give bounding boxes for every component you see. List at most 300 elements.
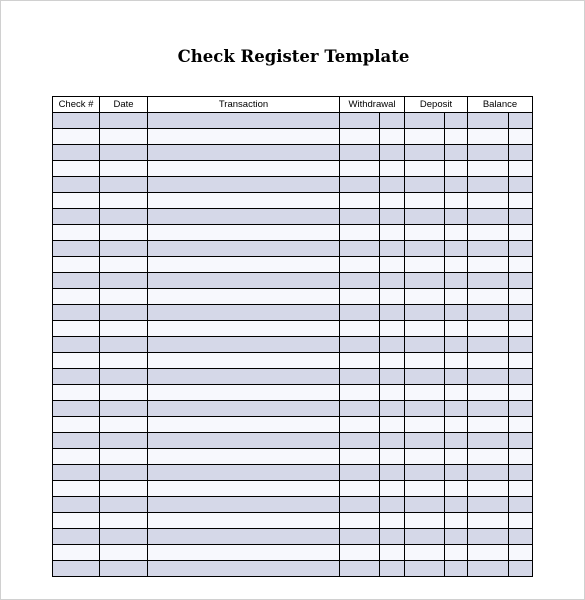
cell-transaction[interactable]: [148, 545, 340, 561]
cell-withdrawal-cents[interactable]: [380, 353, 405, 369]
cell-check-number[interactable]: [53, 433, 100, 449]
cell-date[interactable]: [100, 241, 148, 257]
cell-balance-dollars[interactable]: [468, 497, 509, 513]
register-row: [53, 561, 533, 577]
cell-balance-cents[interactable]: [509, 257, 533, 273]
cell-date[interactable]: [100, 145, 148, 161]
cell-date[interactable]: [100, 305, 148, 321]
cell-balance-dollars[interactable]: [468, 353, 509, 369]
cell-balance-cents[interactable]: [509, 305, 533, 321]
cell-deposit-dollars[interactable]: [405, 113, 445, 129]
cell-transaction[interactable]: [148, 113, 340, 129]
cell-withdrawal-cents[interactable]: [380, 337, 405, 353]
cell-deposit-cents[interactable]: [445, 225, 468, 241]
cell-deposit-cents[interactable]: [445, 465, 468, 481]
cell-deposit-dollars[interactable]: [405, 529, 445, 545]
cell-balance-cents[interactable]: [509, 145, 533, 161]
cell-withdrawal-dollars[interactable]: [340, 225, 380, 241]
cell-transaction[interactable]: [148, 369, 340, 385]
cell-balance-cents[interactable]: [509, 321, 533, 337]
register-row: [53, 289, 533, 305]
cell-deposit-cents[interactable]: [445, 273, 468, 289]
register-row: [53, 385, 533, 401]
cell-withdrawal-dollars[interactable]: [340, 529, 380, 545]
cell-deposit-dollars[interactable]: [405, 465, 445, 481]
cell-transaction[interactable]: [148, 513, 340, 529]
cell-withdrawal-dollars[interactable]: [340, 273, 380, 289]
cell-check-number[interactable]: [53, 225, 100, 241]
cell-withdrawal-dollars[interactable]: [340, 417, 380, 433]
register-row: [53, 545, 533, 561]
cell-balance-dollars[interactable]: [468, 225, 509, 241]
cell-withdrawal-cents[interactable]: [380, 113, 405, 129]
register-row: [53, 401, 533, 417]
cell-balance-dollars[interactable]: [468, 209, 509, 225]
cell-withdrawal-dollars[interactable]: [340, 321, 380, 337]
cell-date[interactable]: [100, 129, 148, 145]
register-row: [53, 257, 533, 273]
cell-withdrawal-cents[interactable]: [380, 529, 405, 545]
cell-balance-cents[interactable]: [509, 545, 533, 561]
cell-deposit-cents[interactable]: [445, 241, 468, 257]
cell-withdrawal-dollars[interactable]: [340, 465, 380, 481]
cell-withdrawal-dollars[interactable]: [340, 289, 380, 305]
header-balance: Balance: [468, 97, 533, 113]
cell-deposit-cents[interactable]: [445, 305, 468, 321]
cell-withdrawal-cents[interactable]: [380, 273, 405, 289]
cell-deposit-cents[interactable]: [445, 193, 468, 209]
cell-deposit-cents[interactable]: [445, 353, 468, 369]
cell-withdrawal-cents[interactable]: [380, 257, 405, 273]
cell-balance-cents[interactable]: [509, 289, 533, 305]
cell-date[interactable]: [100, 209, 148, 225]
cell-withdrawal-dollars[interactable]: [340, 129, 380, 145]
cell-check-number[interactable]: [53, 161, 100, 177]
document-title: Check Register Template: [177, 47, 410, 66]
cell-transaction[interactable]: [148, 257, 340, 273]
cell-withdrawal-cents[interactable]: [380, 241, 405, 257]
cell-deposit-cents[interactable]: [445, 177, 468, 193]
cell-deposit-dollars[interactable]: [405, 305, 445, 321]
cell-balance-dollars[interactable]: [468, 129, 509, 145]
cell-deposit-cents[interactable]: [445, 257, 468, 273]
cell-date[interactable]: [100, 481, 148, 497]
cell-check-number[interactable]: [53, 417, 100, 433]
cell-balance-cents[interactable]: [509, 465, 533, 481]
header-transaction: Transaction: [148, 97, 340, 113]
cell-date[interactable]: [100, 529, 148, 545]
register-row: [53, 529, 533, 545]
cell-balance-dollars[interactable]: [468, 241, 509, 257]
register-row: [53, 449, 533, 465]
cell-balance-dollars[interactable]: [468, 305, 509, 321]
cell-balance-cents[interactable]: [509, 401, 533, 417]
cell-withdrawal-dollars[interactable]: [340, 481, 380, 497]
register-row: [53, 241, 533, 257]
cell-date[interactable]: [100, 561, 148, 577]
cell-withdrawal-dollars[interactable]: [340, 193, 380, 209]
cell-balance-cents[interactable]: [509, 225, 533, 241]
cell-deposit-dollars[interactable]: [405, 385, 445, 401]
cell-balance-cents[interactable]: [509, 529, 533, 545]
cell-deposit-dollars[interactable]: [405, 145, 445, 161]
register-row: [53, 161, 533, 177]
cell-deposit-cents[interactable]: [445, 161, 468, 177]
cell-check-number[interactable]: [53, 305, 100, 321]
cell-balance-cents[interactable]: [509, 385, 533, 401]
cell-balance-dollars[interactable]: [468, 449, 509, 465]
cell-deposit-dollars[interactable]: [405, 193, 445, 209]
cell-balance-dollars[interactable]: [468, 161, 509, 177]
cell-balance-cents[interactable]: [509, 193, 533, 209]
cell-withdrawal-cents[interactable]: [380, 545, 405, 561]
cell-withdrawal-cents[interactable]: [380, 177, 405, 193]
cell-balance-dollars[interactable]: [468, 337, 509, 353]
cell-check-number[interactable]: [53, 545, 100, 561]
cell-balance-dollars[interactable]: [468, 177, 509, 193]
cell-transaction[interactable]: [148, 561, 340, 577]
cell-withdrawal-cents[interactable]: [380, 561, 405, 577]
cell-deposit-dollars[interactable]: [405, 209, 445, 225]
header-check-number: Check #: [53, 97, 100, 113]
cell-deposit-cents[interactable]: [445, 513, 468, 529]
register-row: [53, 433, 533, 449]
cell-deposit-cents[interactable]: [445, 385, 468, 401]
cell-deposit-dollars[interactable]: [405, 257, 445, 273]
register-row: [53, 465, 533, 481]
register-row: [53, 513, 533, 529]
cell-deposit-dollars[interactable]: [405, 241, 445, 257]
cell-withdrawal-cents[interactable]: [380, 369, 405, 385]
cell-transaction[interactable]: [148, 465, 340, 481]
cell-balance-dollars[interactable]: [468, 369, 509, 385]
cell-balance-dollars[interactable]: [468, 145, 509, 161]
cell-check-number[interactable]: [53, 497, 100, 513]
cell-balance-cents[interactable]: [509, 241, 533, 257]
cell-check-number[interactable]: [53, 129, 100, 145]
cell-check-number[interactable]: [53, 145, 100, 161]
cell-withdrawal-cents[interactable]: [380, 305, 405, 321]
cell-deposit-dollars[interactable]: [405, 273, 445, 289]
cell-check-number[interactable]: [53, 193, 100, 209]
cell-deposit-dollars[interactable]: [405, 417, 445, 433]
cell-check-number[interactable]: [53, 481, 100, 497]
cell-balance-cents[interactable]: [509, 129, 533, 145]
cell-date[interactable]: [100, 193, 148, 209]
register-row: [53, 273, 533, 289]
cell-transaction[interactable]: [148, 417, 340, 433]
cell-transaction[interactable]: [148, 321, 340, 337]
cell-check-number[interactable]: [53, 561, 100, 577]
cell-balance-cents[interactable]: [509, 513, 533, 529]
cell-deposit-cents[interactable]: [445, 417, 468, 433]
register-row: [53, 145, 533, 161]
register-row: [53, 225, 533, 241]
cell-withdrawal-cents[interactable]: [380, 401, 405, 417]
cell-transaction[interactable]: [148, 225, 340, 241]
cell-balance-cents[interactable]: [509, 417, 533, 433]
cell-balance-cents[interactable]: [509, 433, 533, 449]
register-row: [53, 113, 533, 129]
cell-check-number[interactable]: [53, 241, 100, 257]
cell-check-number[interactable]: [53, 385, 100, 401]
cell-withdrawal-dollars[interactable]: [340, 177, 380, 193]
cell-date[interactable]: [100, 513, 148, 529]
cell-transaction[interactable]: [148, 145, 340, 161]
cell-check-number[interactable]: [53, 369, 100, 385]
cell-date[interactable]: [100, 417, 148, 433]
register-row: [53, 177, 533, 193]
cell-transaction[interactable]: [148, 337, 340, 353]
cell-check-number[interactable]: [53, 449, 100, 465]
cell-withdrawal-cents[interactable]: [380, 417, 405, 433]
cell-date[interactable]: [100, 385, 148, 401]
cell-withdrawal-cents[interactable]: [380, 433, 405, 449]
cell-withdrawal-dollars[interactable]: [340, 353, 380, 369]
cell-withdrawal-cents[interactable]: [380, 161, 405, 177]
cell-deposit-dollars[interactable]: [405, 129, 445, 145]
cell-deposit-dollars[interactable]: [405, 561, 445, 577]
cell-deposit-dollars[interactable]: [405, 433, 445, 449]
cell-balance-dollars[interactable]: [468, 321, 509, 337]
register-row: [53, 369, 533, 385]
cell-date[interactable]: [100, 401, 148, 417]
cell-transaction[interactable]: [148, 497, 340, 513]
cell-check-number[interactable]: [53, 257, 100, 273]
header-row: [53, 97, 533, 113]
register-row: [53, 129, 533, 145]
cell-deposit-cents[interactable]: [445, 481, 468, 497]
cell-date[interactable]: [100, 113, 148, 129]
cell-withdrawal-cents[interactable]: [380, 289, 405, 305]
cell-transaction[interactable]: [148, 241, 340, 257]
cell-check-number[interactable]: [53, 513, 100, 529]
cell-deposit-cents[interactable]: [445, 545, 468, 561]
register-row: [53, 305, 533, 321]
cell-deposit-dollars[interactable]: [405, 481, 445, 497]
cell-withdrawal-cents[interactable]: [380, 465, 405, 481]
cell-transaction[interactable]: [148, 433, 340, 449]
cell-deposit-dollars[interactable]: [405, 337, 445, 353]
cell-date[interactable]: [100, 321, 148, 337]
cell-date[interactable]: [100, 353, 148, 369]
cell-transaction[interactable]: [148, 193, 340, 209]
cell-balance-dollars[interactable]: [468, 433, 509, 449]
cell-withdrawal-dollars[interactable]: [340, 513, 380, 529]
cell-deposit-dollars[interactable]: [405, 401, 445, 417]
cell-withdrawal-dollars[interactable]: [340, 561, 380, 577]
cell-balance-dollars[interactable]: [468, 513, 509, 529]
cell-balance-cents[interactable]: [509, 481, 533, 497]
cell-deposit-dollars[interactable]: [405, 497, 445, 513]
cell-check-number[interactable]: [53, 177, 100, 193]
cell-withdrawal-cents[interactable]: [380, 513, 405, 529]
cell-withdrawal-cents[interactable]: [380, 193, 405, 209]
cell-date[interactable]: [100, 545, 148, 561]
cell-transaction[interactable]: [148, 129, 340, 145]
cell-balance-cents[interactable]: [509, 161, 533, 177]
cell-balance-dollars[interactable]: [468, 465, 509, 481]
check-register-table: [52, 96, 533, 577]
cell-deposit-dollars[interactable]: [405, 513, 445, 529]
register-row: [53, 497, 533, 513]
cell-date[interactable]: [100, 289, 148, 305]
cell-date[interactable]: [100, 337, 148, 353]
cell-transaction[interactable]: [148, 305, 340, 321]
cell-balance-dollars[interactable]: [468, 481, 509, 497]
cell-withdrawal-cents[interactable]: [380, 225, 405, 241]
cell-date[interactable]: [100, 273, 148, 289]
cell-withdrawal-dollars[interactable]: [340, 433, 380, 449]
cell-deposit-dollars[interactable]: [405, 161, 445, 177]
register-row: [53, 209, 533, 225]
cell-check-number[interactable]: [53, 321, 100, 337]
cell-withdrawal-cents[interactable]: [380, 321, 405, 337]
cell-transaction[interactable]: [148, 177, 340, 193]
cell-balance-dollars[interactable]: [468, 289, 509, 305]
cell-withdrawal-dollars[interactable]: [340, 113, 380, 129]
cell-balance-cents[interactable]: [509, 353, 533, 369]
cell-deposit-dollars[interactable]: [405, 353, 445, 369]
register-row: [53, 193, 533, 209]
cell-withdrawal-cents[interactable]: [380, 449, 405, 465]
cell-deposit-cents[interactable]: [445, 337, 468, 353]
cell-balance-dollars[interactable]: [468, 529, 509, 545]
cell-withdrawal-dollars[interactable]: [340, 209, 380, 225]
cell-balance-cents[interactable]: [509, 177, 533, 193]
cell-date[interactable]: [100, 257, 148, 273]
cell-balance-dollars[interactable]: [468, 385, 509, 401]
cell-deposit-cents[interactable]: [445, 401, 468, 417]
cell-transaction[interactable]: [148, 289, 340, 305]
cell-deposit-cents[interactable]: [445, 561, 468, 577]
cell-deposit-cents[interactable]: [445, 289, 468, 305]
cell-deposit-cents[interactable]: [445, 529, 468, 545]
cell-transaction[interactable]: [148, 353, 340, 369]
cell-deposit-cents[interactable]: [445, 113, 468, 129]
cell-withdrawal-dollars[interactable]: [340, 545, 380, 561]
cell-check-number[interactable]: [53, 529, 100, 545]
cell-balance-dollars[interactable]: [468, 401, 509, 417]
cell-deposit-dollars[interactable]: [405, 449, 445, 465]
cell-check-number[interactable]: [53, 337, 100, 353]
header-date: Date: [100, 97, 148, 113]
cell-deposit-cents[interactable]: [445, 369, 468, 385]
header-deposit: Deposit: [405, 97, 468, 113]
cell-deposit-cents[interactable]: [445, 145, 468, 161]
cell-withdrawal-dollars[interactable]: [340, 145, 380, 161]
cell-balance-cents[interactable]: [509, 561, 533, 577]
register-body: [53, 113, 533, 577]
cell-deposit-dollars[interactable]: [405, 321, 445, 337]
cell-date[interactable]: [100, 225, 148, 241]
cell-transaction[interactable]: [148, 161, 340, 177]
cell-deposit-dollars[interactable]: [405, 225, 445, 241]
cell-balance-cents[interactable]: [509, 113, 533, 129]
cell-withdrawal-cents[interactable]: [380, 385, 405, 401]
cell-balance-dollars[interactable]: [468, 545, 509, 561]
cell-deposit-dollars[interactable]: [405, 545, 445, 561]
register-row: [53, 337, 533, 353]
cell-balance-dollars[interactable]: [468, 193, 509, 209]
cell-date[interactable]: [100, 161, 148, 177]
cell-date[interactable]: [100, 465, 148, 481]
cell-date[interactable]: [100, 369, 148, 385]
cell-withdrawal-cents[interactable]: [380, 129, 405, 145]
header-withdrawal: Withdrawal: [340, 97, 405, 113]
register-row: [53, 321, 533, 337]
cell-balance-cents[interactable]: [509, 497, 533, 513]
cell-withdrawal-dollars[interactable]: [340, 161, 380, 177]
cell-transaction[interactable]: [148, 449, 340, 465]
cell-withdrawal-dollars[interactable]: [340, 305, 380, 321]
cell-check-number[interactable]: [53, 273, 100, 289]
cell-withdrawal-dollars[interactable]: [340, 241, 380, 257]
cell-deposit-cents[interactable]: [445, 129, 468, 145]
cell-transaction[interactable]: [148, 481, 340, 497]
cell-transaction[interactable]: [148, 529, 340, 545]
cell-deposit-cents[interactable]: [445, 433, 468, 449]
cell-deposit-dollars[interactable]: [405, 289, 445, 305]
cell-check-number[interactable]: [53, 113, 100, 129]
register-row: [53, 417, 533, 433]
cell-transaction[interactable]: [148, 385, 340, 401]
cell-balance-cents[interactable]: [509, 337, 533, 353]
cell-withdrawal-dollars[interactable]: [340, 385, 380, 401]
cell-withdrawal-dollars[interactable]: [340, 497, 380, 513]
cell-check-number[interactable]: [53, 401, 100, 417]
cell-balance-dollars[interactable]: [468, 113, 509, 129]
cell-withdrawal-dollars[interactable]: [340, 257, 380, 273]
cell-balance-cents[interactable]: [509, 369, 533, 385]
register-row: [53, 353, 533, 369]
cell-balance-cents[interactable]: [509, 209, 533, 225]
cell-transaction[interactable]: [148, 273, 340, 289]
cell-check-number[interactable]: [53, 289, 100, 305]
cell-withdrawal-dollars[interactable]: [340, 449, 380, 465]
cell-withdrawal-cents[interactable]: [380, 145, 405, 161]
cell-withdrawal-dollars[interactable]: [340, 401, 380, 417]
cell-deposit-dollars[interactable]: [405, 177, 445, 193]
cell-deposit-dollars[interactable]: [405, 369, 445, 385]
cell-withdrawal-cents[interactable]: [380, 497, 405, 513]
cell-transaction[interactable]: [148, 209, 340, 225]
cell-balance-dollars[interactable]: [468, 257, 509, 273]
cell-check-number[interactable]: [53, 353, 100, 369]
cell-deposit-cents[interactable]: [445, 209, 468, 225]
cell-deposit-cents[interactable]: [445, 497, 468, 513]
cell-date[interactable]: [100, 449, 148, 465]
register-row: [53, 481, 533, 497]
cell-check-number[interactable]: [53, 209, 100, 225]
cell-transaction[interactable]: [148, 401, 340, 417]
cell-balance-cents[interactable]: [509, 449, 533, 465]
cell-date[interactable]: [100, 433, 148, 449]
cell-withdrawal-dollars[interactable]: [340, 369, 380, 385]
cell-deposit-cents[interactable]: [445, 321, 468, 337]
cell-date[interactable]: [100, 177, 148, 193]
cell-balance-dollars[interactable]: [468, 561, 509, 577]
cell-balance-dollars[interactable]: [468, 417, 509, 433]
cell-withdrawal-cents[interactable]: [380, 481, 405, 497]
cell-balance-dollars[interactable]: [468, 273, 509, 289]
cell-check-number[interactable]: [53, 465, 100, 481]
cell-withdrawal-dollars[interactable]: [340, 337, 380, 353]
cell-withdrawal-cents[interactable]: [380, 209, 405, 225]
cell-deposit-cents[interactable]: [445, 449, 468, 465]
cell-balance-cents[interactable]: [509, 273, 533, 289]
cell-date[interactable]: [100, 497, 148, 513]
